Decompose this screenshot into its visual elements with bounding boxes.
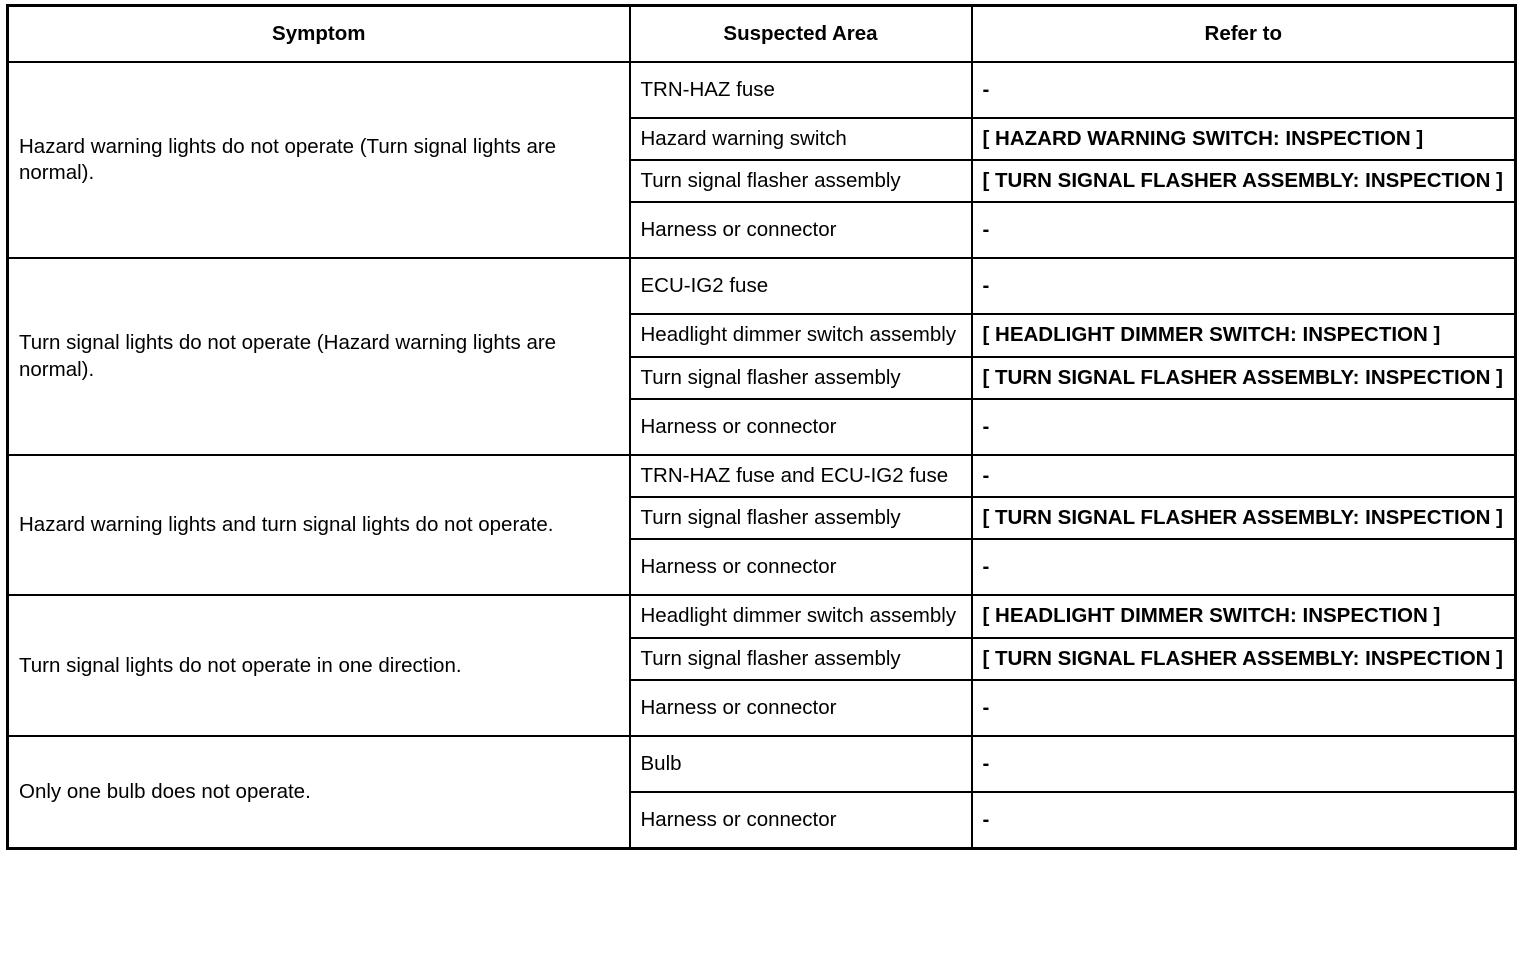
refer-to-cell: [ TURN SIGNAL FLASHER ASSEMBLY: INSPECTION ] xyxy=(972,638,1516,680)
refer-to-cell: [ HEADLIGHT DIMMER SWITCH: INSPECTION ] xyxy=(972,595,1516,637)
suspected-area-cell: Turn signal flasher assembly xyxy=(630,638,972,680)
suspected-area-cell: Headlight dimmer switch assembly xyxy=(630,314,972,356)
suspected-area-cell: Bulb xyxy=(630,736,972,792)
suspected-area-cell: Turn signal flasher assembly xyxy=(630,357,972,399)
symptom-cell: Hazard warning lights do not operate (Turn signal lights are normal). xyxy=(8,62,630,258)
suspected-area-cell: Harness or connector xyxy=(630,792,972,849)
suspected-area-cell: TRN-HAZ fuse and ECU-IG2 fuse xyxy=(630,455,972,497)
refer-to-cell: [ HEADLIGHT DIMMER SWITCH: INSPECTION ] xyxy=(972,314,1516,356)
table-body xyxy=(8,62,1516,848)
table-row xyxy=(8,736,1516,792)
symptom-cell: Turn signal lights do not operate (Hazard warning lights are normal). xyxy=(8,258,630,454)
refer-to-cell: [ HAZARD WARNING SWITCH: INSPECTION ] xyxy=(972,118,1516,160)
symptom-cell: Hazard warning lights and turn signal lights do not operate. xyxy=(8,455,630,595)
refer-to-cell: - xyxy=(972,62,1516,118)
refer-to-cell: - xyxy=(972,736,1516,792)
suspected-area-cell: Turn signal flasher assembly xyxy=(630,160,972,202)
suspected-area-cell: TRN-HAZ fuse xyxy=(630,62,972,118)
suspected-area-cell: Harness or connector xyxy=(630,680,972,736)
symptom-cell: Turn signal lights do not operate in one direction. xyxy=(8,595,630,735)
suspected-area-cell: Harness or connector xyxy=(630,539,972,595)
suspected-area-cell: Harness or connector xyxy=(630,202,972,258)
suspected-area-cell: Headlight dimmer switch assembly xyxy=(630,595,972,637)
refer-to-cell: - xyxy=(972,680,1516,736)
column-header-symptom: Symptom xyxy=(8,6,630,63)
suspected-area-cell: Turn signal flasher assembly xyxy=(630,497,972,539)
suspected-area-cell: Harness or connector xyxy=(630,399,972,455)
suspected-area-cell: Hazard warning switch xyxy=(630,118,972,160)
refer-to-cell: [ TURN SIGNAL FLASHER ASSEMBLY: INSPECTION ] xyxy=(972,497,1516,539)
table-row xyxy=(8,595,1516,637)
refer-to-cell: [ TURN SIGNAL FLASHER ASSEMBLY: INSPECTION ] xyxy=(972,357,1516,399)
suspected-area-cell: ECU-IG2 fuse xyxy=(630,258,972,314)
refer-to-cell: - xyxy=(972,539,1516,595)
refer-to-cell: - xyxy=(972,792,1516,849)
symptom-troubleshooting-table xyxy=(6,4,1517,850)
refer-to-cell: - xyxy=(972,455,1516,497)
table-row xyxy=(8,455,1516,497)
column-header-suspected-area: Suspected Area xyxy=(630,6,972,63)
symptom-cell: Only one bulb does not operate. xyxy=(8,736,630,849)
refer-to-cell: [ TURN SIGNAL FLASHER ASSEMBLY: INSPECTION ] xyxy=(972,160,1516,202)
refer-to-cell: - xyxy=(972,258,1516,314)
refer-to-cell: - xyxy=(972,202,1516,258)
column-header-refer-to: Refer to xyxy=(972,6,1516,63)
table-row xyxy=(8,258,1516,314)
refer-to-cell: - xyxy=(972,399,1516,455)
table-header xyxy=(8,6,1516,63)
table-header-row xyxy=(8,6,1516,63)
table-row xyxy=(8,62,1516,118)
